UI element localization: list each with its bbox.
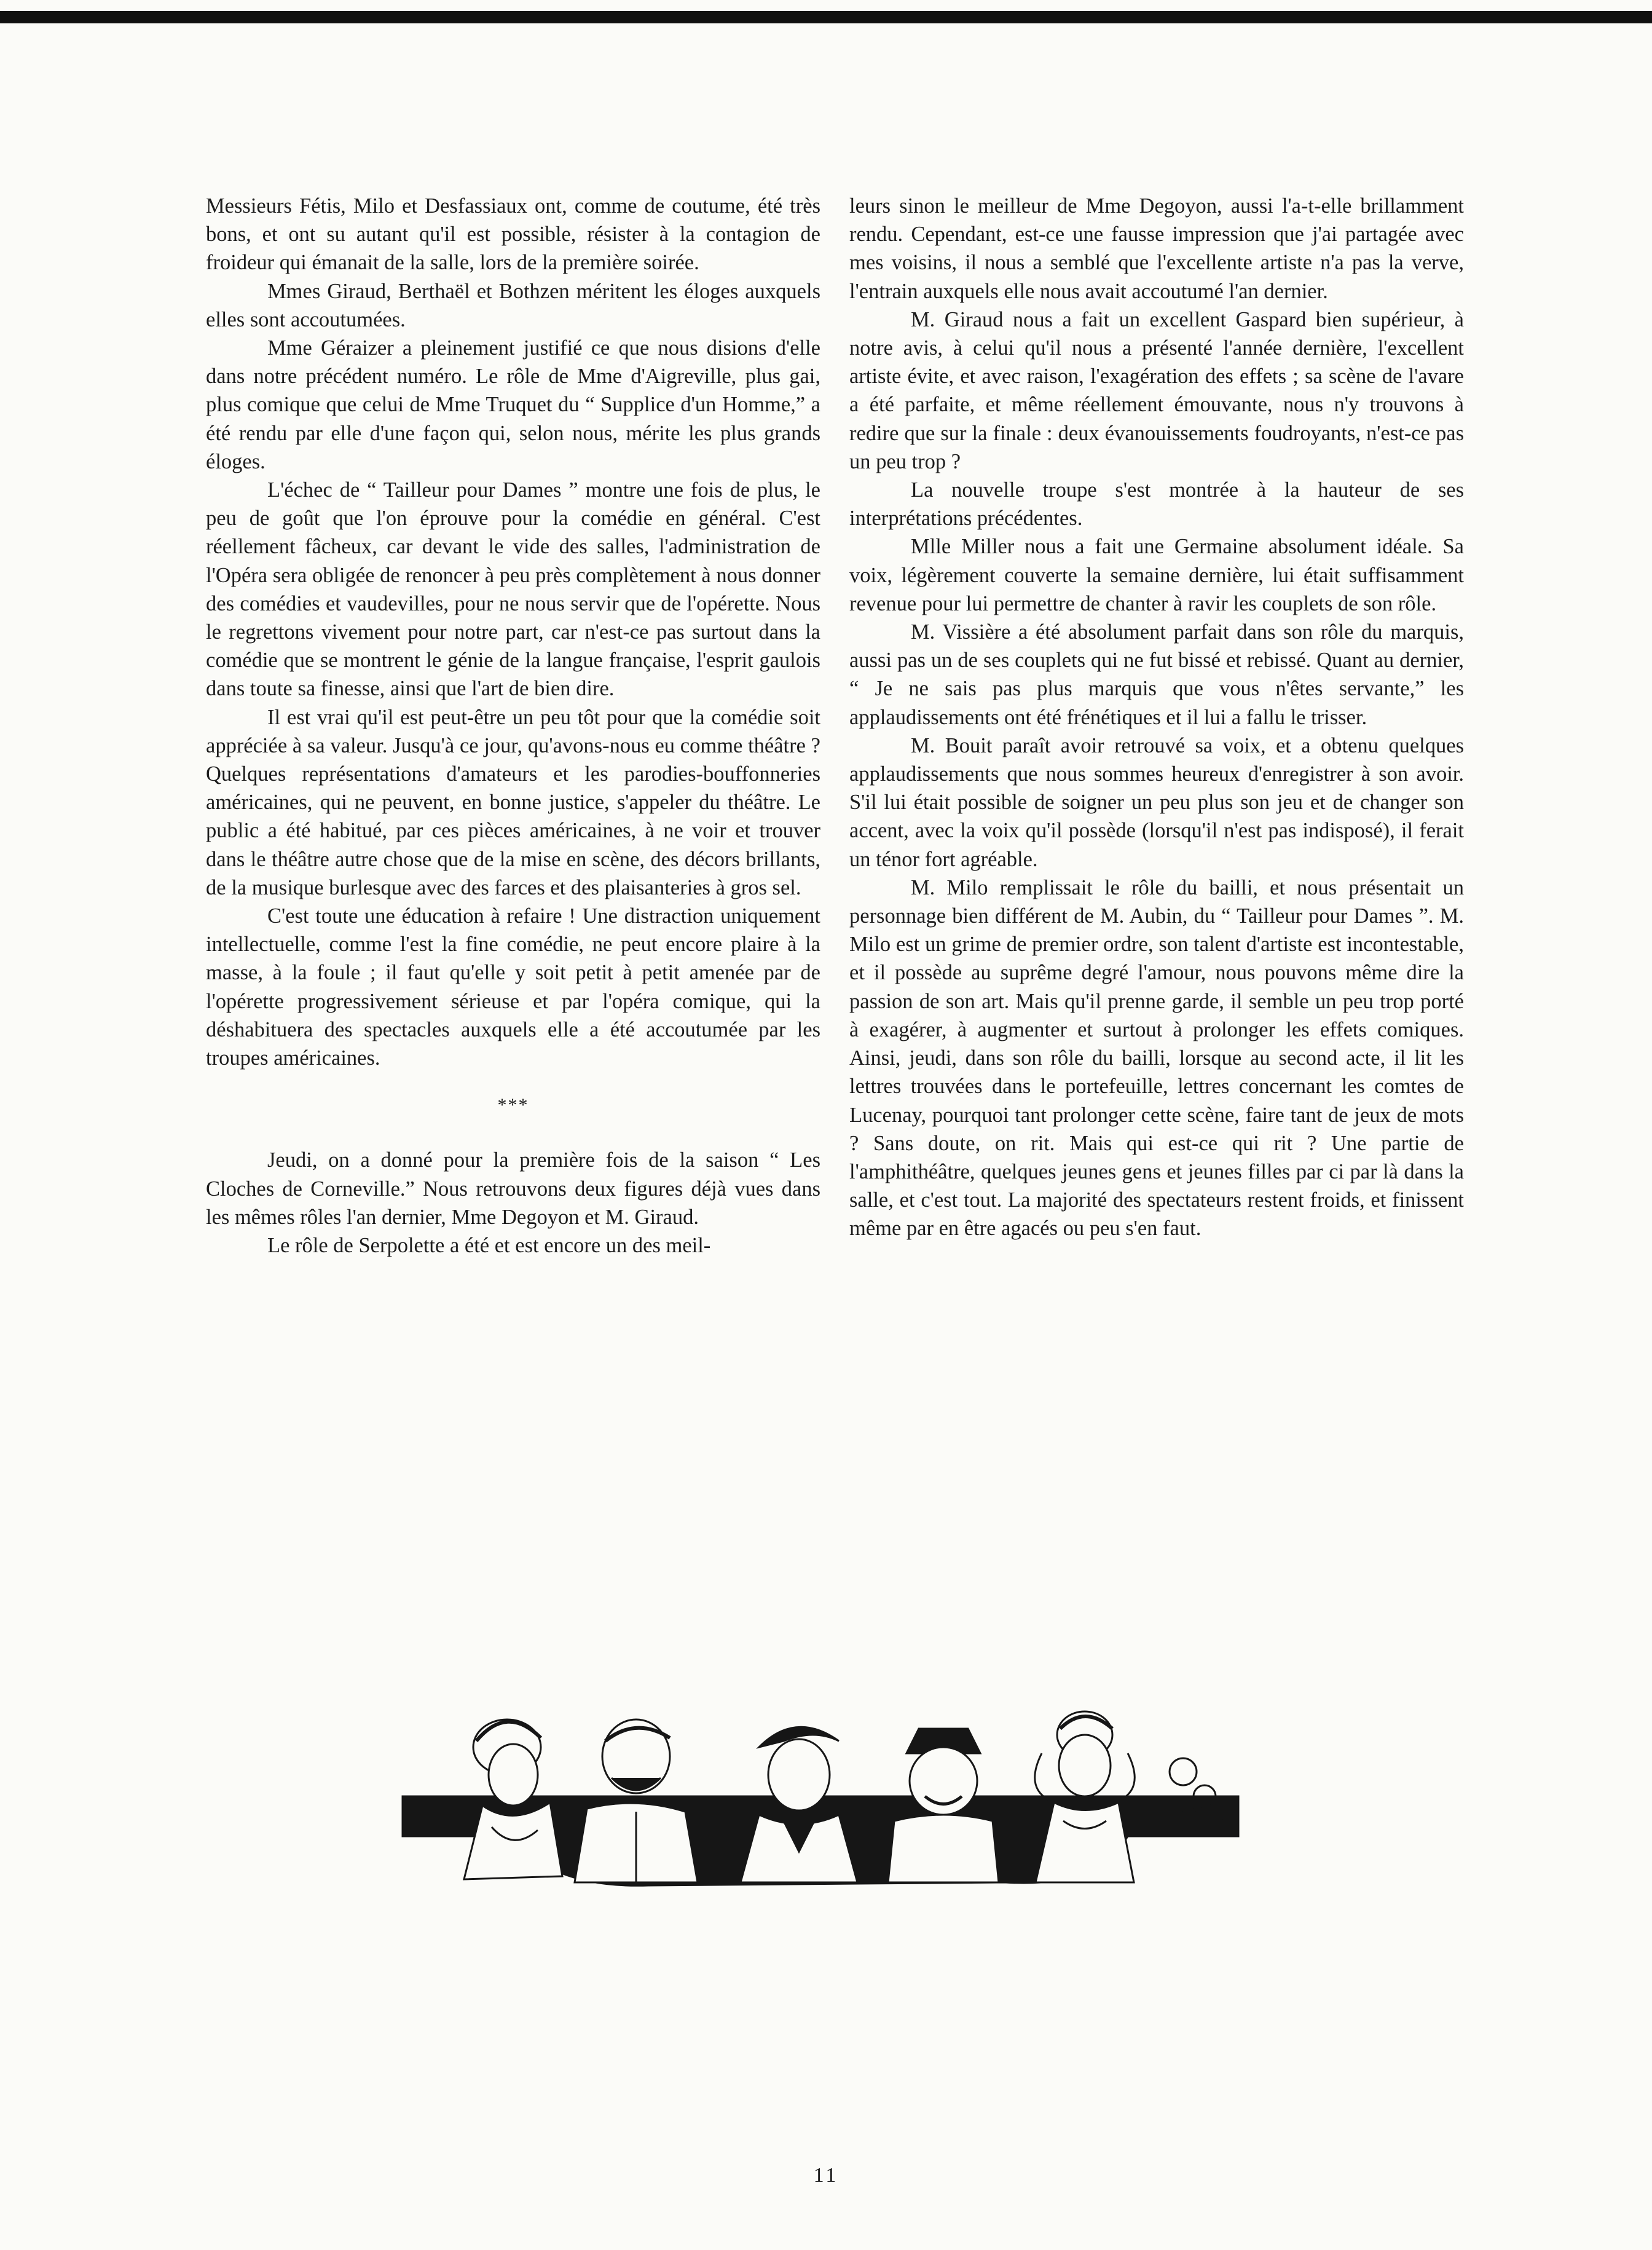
section-asterism: *** bbox=[497, 1095, 529, 1116]
paragraph: Il est vrai qu'il est peut-être un peu tôt pour que la comédie soit appréciée à sa valeur. Jusqu'à ce jour, qu'avons-nous eu comme théâtre ? Quelques représentations d'amateurs et les parodies-bouffonneries américaines, qui ne peuvent, en bonne justice, s'appeler du théâtre. Le public a été habitué, par ces pièces américaines, à ne voir et trouver dans le théâtre autre chose que de la mise en scène, des décors brillants, de la musique burlesque avec des farces et des plaisanteries à gros sel. bbox=[206, 705, 820, 899]
paragraph: leurs sinon le meilleur de Mme Degoyon, aussi l'a-t-elle brillamment rendu. Cependant, est-ce une fausse impression que j'ai partagée avec mes voisins, il nous a semblé que l'excellente artiste n'a pas la verve, l'entrain auxquels elle nous avait accoutumé l'an dernier. bbox=[849, 194, 1464, 303]
paragraph: C'est toute une éducation à refaire ! Une distraction uniquement intellectuelle, comme l'est la fine comédie, ne peut encore plaire à la masse, à la foule ; il faut qu'elle y soit petit à petit amenée par de l'opérette progressivement sérieuse et par l'opéra comique, qui la déshabituera des spectacles auxquels elle a été accoutumée par les troupes américaines. bbox=[206, 904, 820, 1070]
paragraph: M. Giraud nous a fait un excellent Gaspard bien supérieur, à notre avis, à celui qu'il nous a présenté l'année dernière, l'excellent artiste évite, et avec raison, l'exagération des effets ; sa scène de l'avare a été parfaite, et même réellement émouvante, nous n'y trouvons à redire que sur la finale : deux évanouissements foudroyants, n'est-ce pas un peu trop ? bbox=[849, 307, 1464, 473]
page-number: 11 bbox=[813, 2164, 839, 2187]
paragraph: Mmes Giraud, Berthaël et Bothzen méritent les éloges auxquels elles sont accoutumées. bbox=[206, 279, 820, 331]
paragraph: Mme Géraizer a pleinement justifié ce que nous disions d'elle dans notre précédent numéro. Le rôle de Mme d'Aigreville, plus gai, plus comique que celui de Mme Truquet du “ Supplice d'un Homme,” a été rendu par elle d'une façon qui, selon nous, mérite les plus grands éloges. bbox=[206, 336, 820, 473]
paragraph: M. Milo remplissait le rôle du bailli, et nous présentait un personnage bien différent de M. Aubin, du “ Tailleur pour Dames ”. M. Milo est un grime de premier ordre, son talent d'artiste est incontestable, et il possède au suprême degré l'amour, nous pouvons même dire la passion de son art. Mais qu'il prenne garde, il semble un peu trop porté à exagérer, à augmenter et surtout à prolonger les effets comiques. Ainsi, jeudi, dans son rôle du bailli, lorsque au second acte, il lit les lettres trouvées dans le portefeuille, lettres concernant les comtes de Lucenay, pourquoi tant prolonger cette scène, faire tant de jeux de mots ? Sans doute, on rit. Mais qui est-ce qui rit ? Une partie de l'amphithéâtre, quelques jeunes gens et jeunes filles par ci par là dans la salle, et c'est tout. La majorité des spectateurs restent froids, et finissent même par en être agacés ou peu s'en faut. bbox=[849, 875, 1464, 1241]
left-column bbox=[206, 192, 820, 1260]
paragraph: L'échec de “ Tailleur pour Dames ” montre une fois de plus, le peu de goût que l'on éprouve pour la comédie en général. C'est réellement fâcheux, car devant le vide des salles, l'administration de l'Opéra sera obligée de renoncer à peu près complètement à nous donner des comédies et vaudevilles, pour ne nous servir que de l'opérette. Nous le regrettons vivement pour notre part, car n'est-ce pas surtout dans la comédie que se montrent le génie de la langue française, l'esprit gaulois dans toute sa finesse, ainsi que l'art de bien dire. bbox=[206, 478, 820, 701]
paragraph: Jeudi, on a donné pour la première fois de la saison “ Les Cloches de Corneville.” Nous retrouvons deux figures déjà vues dans les mêmes rôles l'an dernier, Mme Degoyon et M. Giraud. bbox=[206, 1148, 820, 1229]
top-border-rule bbox=[0, 11, 1652, 23]
paragraph: M. Vissière a été absolument parfait dans son rôle du marquis, aussi pas un de ses couplets qui ne fut bissé et rebissé. Quant au dernier, “ Je ne sais pas plus marquis que vous n'êtes servante,” les applaudissements ont été frénétiques et il lui a fallu le trisser. bbox=[849, 620, 1464, 729]
paragraph: La nouvelle troupe s'est montrée à la hauteur de ses interprétations précédentes. bbox=[849, 478, 1464, 531]
paragraph: Le rôle de Serpolette a été et est encore un des meil- bbox=[267, 1233, 711, 1257]
theatre-figures-vignette-icon bbox=[390, 1704, 1251, 1892]
paragraph: M. Bouit paraît avoir retrouvé sa voix, et a obtenu quelques applaudissements que nous sommes heureux d'enregistrer à son avoir. S'il lui était possible de soigner un peu plus son jeu et de changer son accent, avec la voix qu'il possède (lorsqu'il n'est pas indisposé), il ferait un ténor fort agréable. bbox=[849, 733, 1464, 871]
paragraph: Messieurs Fétis, Milo et Desfassiaux ont, comme de coutume, été très bons, et ont su autant qu'il est possible, résister à la contagion de froideur qui émanait de la salle, lors de la première soirée. bbox=[206, 194, 820, 275]
paragraph: Mlle Miller nous a fait une Germaine absolument idéale. Sa voix, légèrement couverte la semaine dernière, lui était suffisamment revenue pour lui permettre de chanter à ravir les couplets de son rôle. bbox=[849, 535, 1464, 615]
right-column bbox=[849, 192, 1464, 1243]
